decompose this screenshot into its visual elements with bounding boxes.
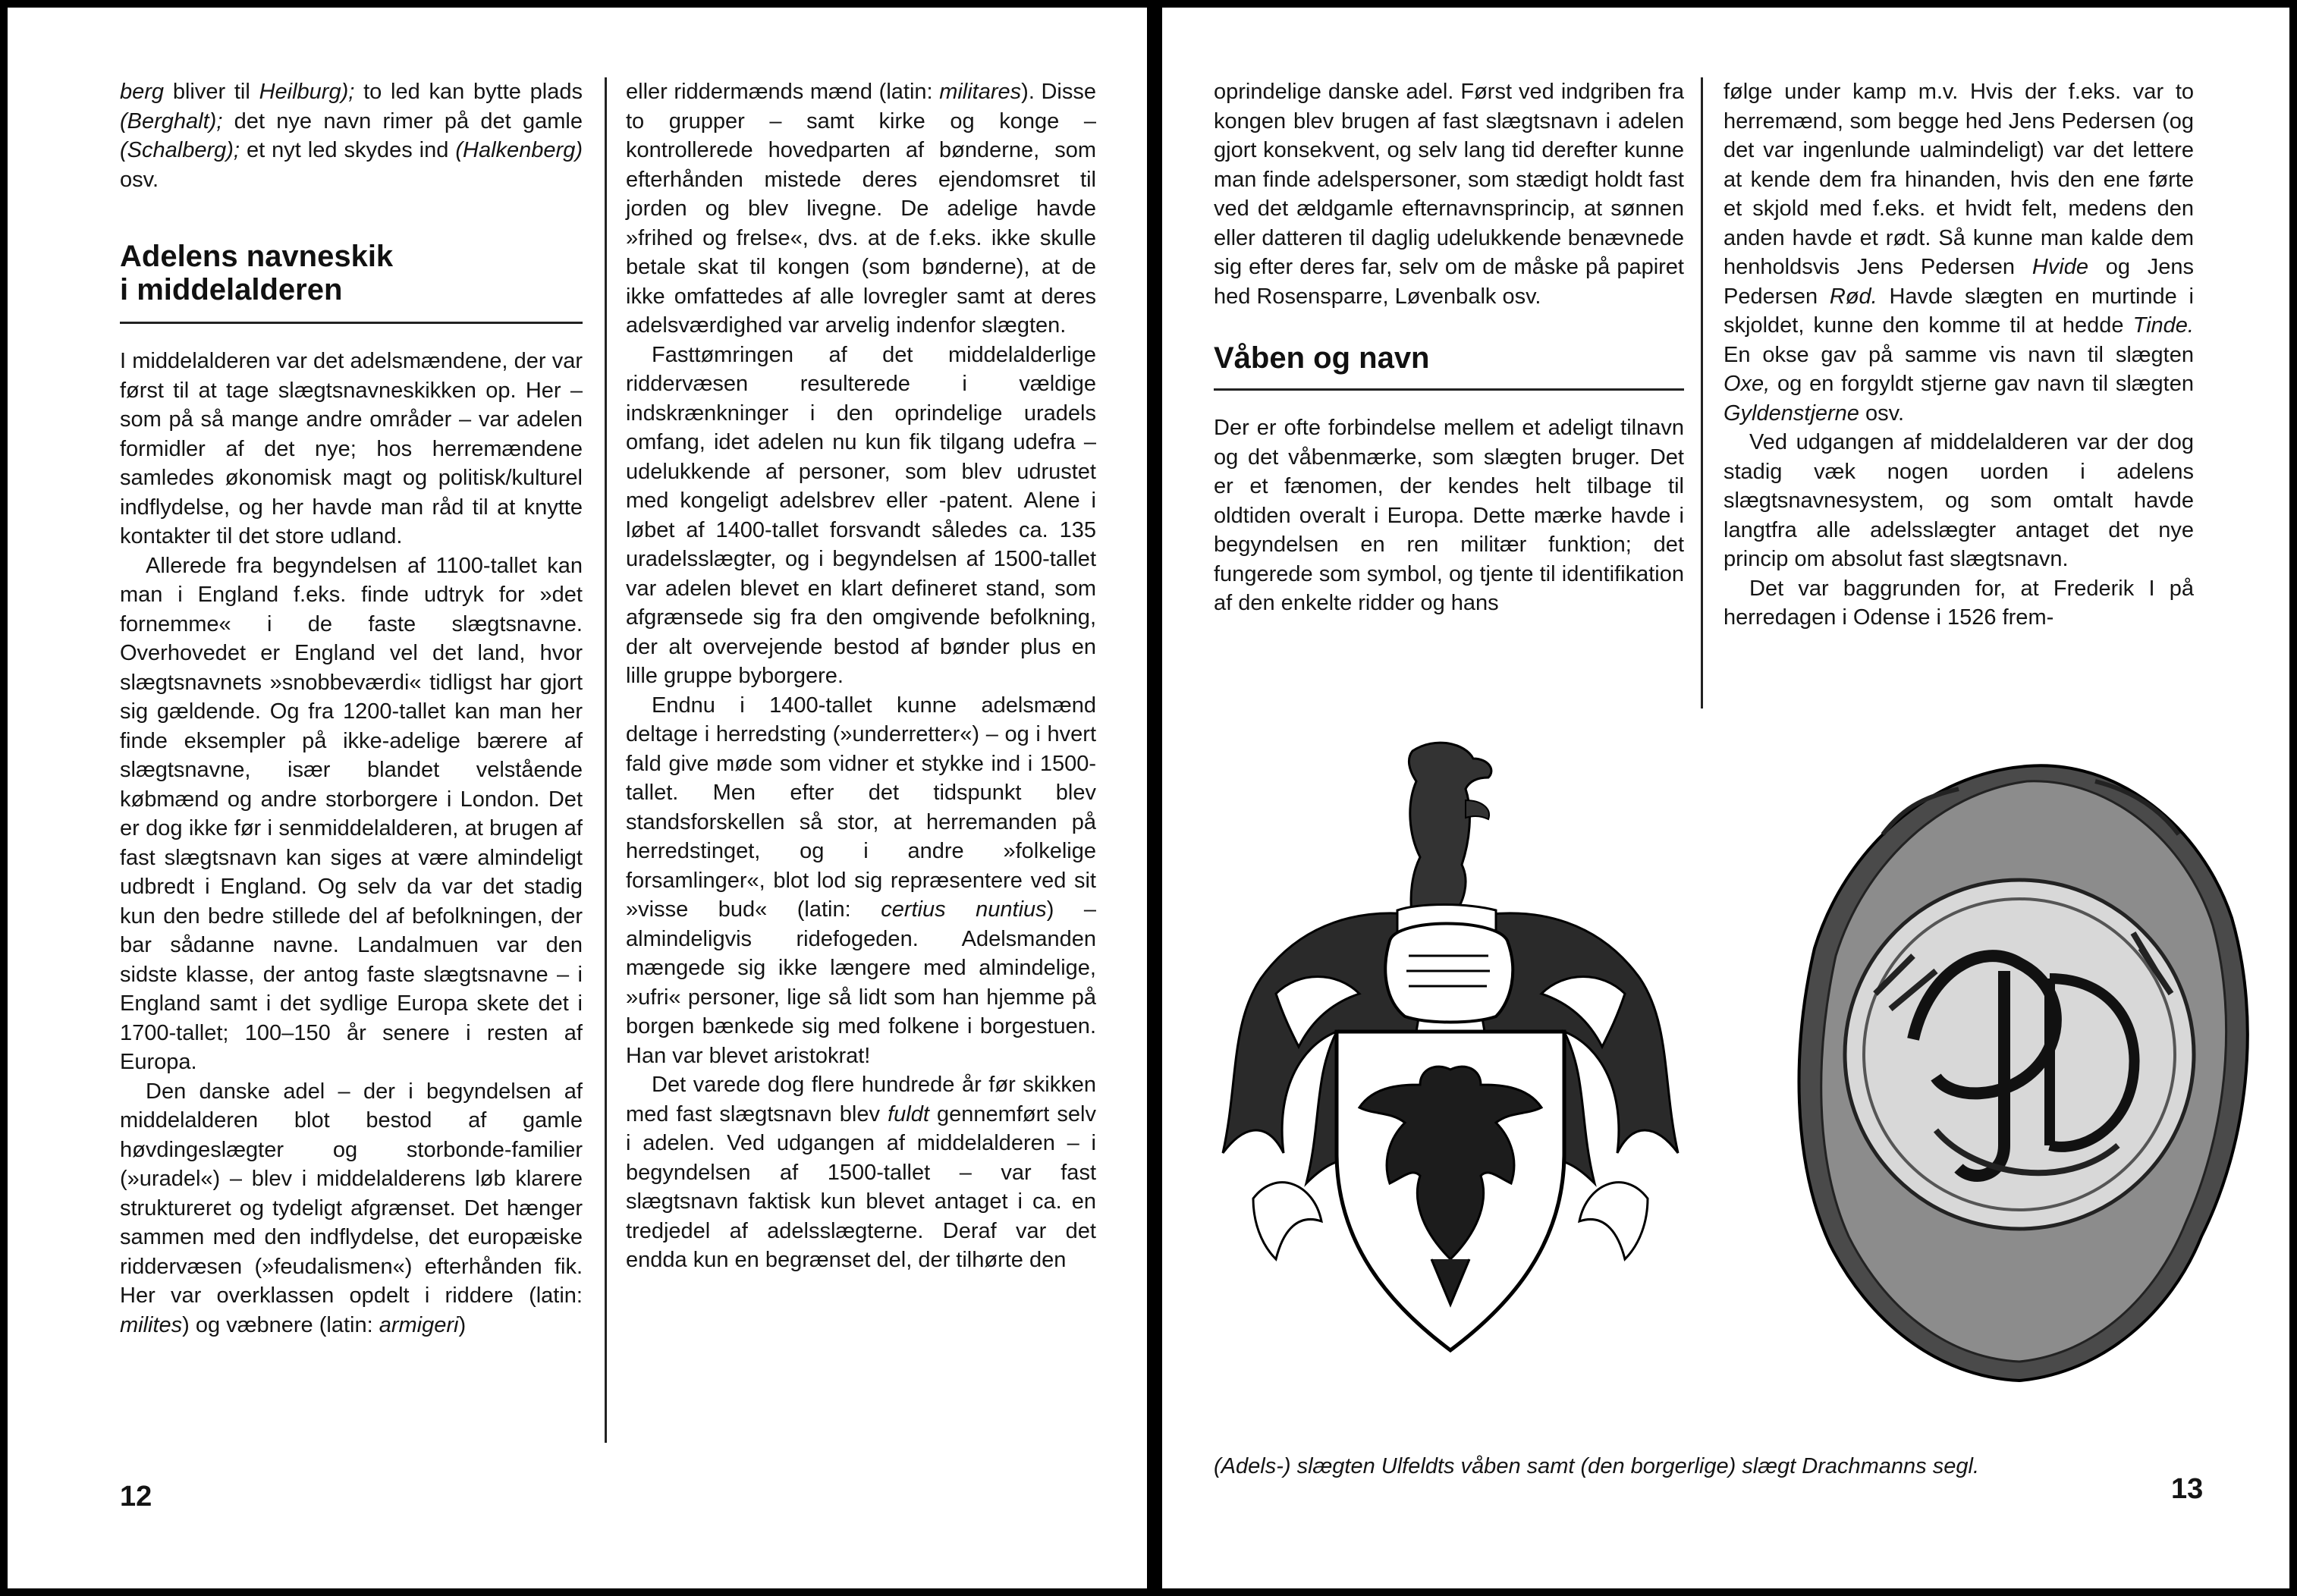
column-divider xyxy=(605,77,607,1443)
paragraph: Der er ofte forbindelse mellem et adeligt tilnavn og det våbenmærke, som slægten bruger. Det er et fænomen, der kendes helt tilbage til oldtiden overalt i Europa. Dette mærke havde i begyndelsen en ren militær funktion; det fungerede som symbol, og tjente til identifikation af den enkelte ridder og hans xyxy=(1214,416,1684,615)
left-column-1 xyxy=(120,77,583,1340)
right-column-2 xyxy=(1724,77,2194,633)
paragraph: I middelalderen var det adelsmændene, der var først til at tage slægtsnavneskikken op. Her – som på så mange andre områder – var adelen formidler af det nye; hos herremændene samledes økonomisk magt og politisk/kulturel indflydelse, og her havde man råd til at knytte kontakter til det store udland. xyxy=(120,349,583,548)
heading-rule xyxy=(1214,388,1684,391)
figure-caption: (Adels-) slægten Ulfeldts våben samt (den borgerlige) slægt Drachmanns segl. xyxy=(1214,1454,1979,1478)
intro-paragraph: berg bliver til Heilburg); to led kan bytte plads (Berghalt); det nye navn rimer på det gamle (Schalberg); et nyt led skydes ind (Halkenberg) osv. xyxy=(120,80,583,192)
paragraph: følge under kamp m.v. Hvis der f.eks. var to herremænd, som begge hed Jens Pedersen (og det var ingenlunde ualmindeligt) var det lettere at kende dem fra hinanden, hvis den ene førte et skjold med f.eks. et hvidt felt, medens den anden havde et rødt. Så kunne man kalde dem henholdsvis Jens Pedersen Hvide og Jens Pedersen Rød. Havde slægten en murtinde i skjoldet, kunne den komme til at hedde Tinde. En okse gav på samme vis navn til slægten Oxe, og en forgyldt stjerne gav navn til slægten Gyldenstjerne osv. xyxy=(1724,80,2194,426)
paragraph: Det varede dog flere hundrede år før skikken med fast slægtsnavn blev fuldt gennemført selv i adelen. Ved udgangen af middelalderen – i begyndelsen af 1500-tallet – var fast slægtsnavn faktisk kun blevet antaget i ca. en tredjedel af adelsslægterne. Deraf var det endda kun en begrænset del, der tilhørte den xyxy=(626,1073,1096,1272)
paragraph: Den danske adel – der i begyndelsen af middelalderen blot bestod af gamle høvdingeslægter og storbonde-familier (»uradel«) – blev i middelalderens løb klarere struktureret og tydeligt afgrænset. Det hænger sammen med den indflydelse, det europæiske riddervæsen (»feudalismen«) efterhånden fik. Her var overklassen opdelt i riddere (latin: milites) og væbnere (latin: armigeri) xyxy=(120,1079,583,1337)
section-heading: Våben og navn xyxy=(1214,341,1430,375)
column-divider xyxy=(1701,77,1703,708)
paragraph: oprindelige danske adel. Først ved indgriben fra kongen blev brugen af fast slægtsnavn i adelen gjort konsekvent, og selv lang tid derefter kunne man finde adelspersoner, som stædigt holdt fast ved det ældgamle efternavnsprincip, at sønnen eller datteren til daglig udelukkende benævnede sig efter deres far, selv om de måske på papiret hed Rosensparre, Løvenbalk osv. xyxy=(1214,80,1684,309)
left-column-2 xyxy=(626,77,1096,1275)
paragraph: eller riddermænds mænd (latin: militares). Disse to grupper – samt kirke og konge – kontrollerede hovedparten af bønderne, som efterhånden mistede deres ejendomsret til jorden og blev livegne. De adelige havde »frihed og frelse«, dvs. at de f.eks. ikke skulle betale skat til kongen (som bønderne), at de ikke omfattedes af alle lovregler samt at deres adelsværdighed var arvelig indenfor slægten. xyxy=(626,80,1096,338)
paragraph: Endnu i 1400-tallet kunne adelsmænd deltage i herredsting (»underretter«) – og i hvert fald give møde som vidner et stykke ind i 1500-tallet. Men efter det tidspunkt blev standsforskellen så stor, at herremanden på herredstinget, og i andre »folkelige forsamlinger«, blot lod sig repræsentere ved sit »visse bud« (latin: certius nuntius) – almindeligvis ridefogeden. Adelsmanden mængede sig ikke længere med almindelige, »ufri« personer, lige så lidt som han hjemme på borgen bænkede sig med folkene i borgestuen. Han var blevet aristokrat! xyxy=(626,693,1096,1068)
coat-of-arms-illustration xyxy=(1208,728,1693,1396)
page-number: 13 xyxy=(2171,1473,2204,1505)
left-page xyxy=(8,8,1147,1588)
heading-rule xyxy=(120,322,583,324)
paragraph: Fasttømringen af det middelalderlige riddervæsen resulterede i vældige indskrænkninger i den oprindelige uradels omfang, idet adelen nu kun fik tilgang udefra – udelukkende af personer, som blev udrustet med kongeligt adelsbrev eller -patent. Alene i løbet af 1400-tallet forsvandt således ca. 135 uradelsslægter, og i begyndelsen af 1500-tallet var adelen blevet en klart defineret stand, som afgrænsede sig fra den omgivende befolkning, der alt overvejende bestod af bønder plus en lille gruppe byborgere. xyxy=(626,342,1096,688)
section-heading: Adelens navneskik i middelalderen xyxy=(120,240,394,306)
wax-seal-illustration xyxy=(1777,721,2270,1403)
right-column-1 xyxy=(1214,77,1684,618)
paragraph: Allerede fra begyndelsen af 1100-tallet kan man i England f.eks. finde udtryk for »det fornemme« i de faste slægtsnavne. Overhovedet er England vel det land, hvor slægtsnavnets »snobbeværdi« tidligst har gjort sig gældende. Og fra 1200-tallet kan man her finde eksempler på ikke-adelige bærere af slægtsnavne, især blandet velstående købmænd og andre storborgere i London. Det er dog ikke før i senmiddelalderen, at brugen af fast slægtsnavn kan siges at være almindeligt udbredt i England. Og selv da var det stadig kun den bedre stillede del af befolkningen, der bar sådanne navne. Landalmuen var den sidste klasse, der antog faste slægtsnavne – i England samt i det sydlige Europa skete det i 1700-tallet; 100–150 år senere i resten af Europa. xyxy=(120,553,583,1074)
right-page xyxy=(1162,8,2289,1588)
page-number: 12 xyxy=(120,1481,152,1513)
paragraph: Ved udgangen af middelalderen var der dog stadig væk nogen uorden i adelens slægtsnavnesystem, og som omtalt havde langtfra alle adelsslægter antaget det nye princip om absolut fast slægtsnavn. xyxy=(1724,430,2194,571)
paragraph: Det var baggrunden for, at Frederik I på herredagen i Odense i 1526 frem- xyxy=(1724,576,2194,630)
